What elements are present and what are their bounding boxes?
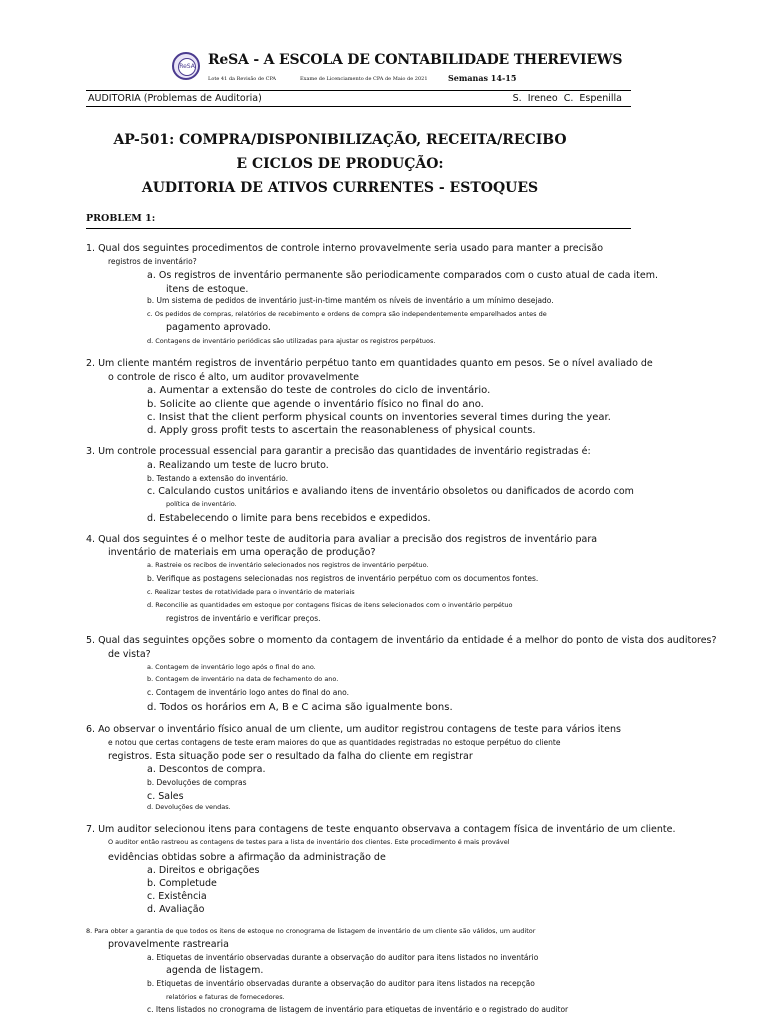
question-7: 7. Um auditor selecionou itens para contagens de teste enquanto observava a contagem física de inventário de um cliente. <box>86 824 676 835</box>
q7-option-c: c. Existência <box>147 891 207 902</box>
weeks-label: Semanas 14-15 <box>448 73 517 83</box>
q4-option-d: d. Reconcilie as quantidades em estoque por contagens físicas de itens selecionados com o inventário perpétuo <box>147 601 513 609</box>
q7-option-b: b. Completude <box>147 878 217 889</box>
q3-option-a: a. Realizando um teste de lucro bruto. <box>147 460 329 471</box>
question-7-cont-2: evidências obtidas sobre a afirmação da administração de <box>108 852 386 863</box>
question-3: 3. Um controle processual essencial para garantir a precisão das quantidades de inventário registradas é: <box>86 446 591 457</box>
q1-option-c: c. Os pedidos de compras, relatórios de recebimento e ordens de compra são independentemente emparelhados antes de <box>147 310 547 318</box>
q8-option-b-cont: relatórios e faturas de fornecedores. <box>166 993 285 1001</box>
problem-label: PROBLEM 1: <box>86 213 156 224</box>
title-line-1: AP-501: COMPRA/DISPONIBILIZAÇÃO, RECEITA/RECIBO <box>113 132 567 148</box>
q6-option-c: c. Sales <box>147 791 184 802</box>
question-8-cont: provavelmente rastrearia <box>108 939 229 950</box>
question-7-cont-1: O auditor então rastreou as contagens de testes para a lista de inventário dos clientes. Este procedimento é mais provável <box>108 838 510 846</box>
question-1: 1. Qual dos seguintes procedimentos de controle interno provavelmente seria usado para manter a precisão <box>86 243 604 254</box>
q3-option-c-cont: política de inventário. <box>166 500 237 508</box>
q4-option-a: a. Rastreie os recibos de inventário selecionados nos registros de inventário perpétuo. <box>147 561 429 569</box>
subject-label: AUDITORIA (Problemas de Auditoria) <box>88 93 262 104</box>
header-rule-bottom <box>86 106 631 107</box>
exam-label: Exame de Licenciamento de CPA de Maio de 2021 <box>300 76 428 82</box>
question-4: 4. Qual dos seguintes é o melhor teste de auditoria para avaliar a precisão dos registros de inventário para <box>86 534 598 545</box>
question-8: 8. Para obter a garantia de que todos os itens de estoque no cronograma de listagem de inventário de um cliente são válidos, um auditor <box>86 927 536 935</box>
q3-option-b: b. Testando a extensão do inventário. <box>147 474 288 483</box>
q8-option-c: c. Itens listados no cronograma de listagem de inventário para etiquetas de inventário e o registrado do auditor <box>147 1005 569 1014</box>
q6-option-b: b. Devoluções de compras <box>147 778 247 787</box>
q2-option-d: d. Apply gross profit tests to ascertain the reasonableness of physical counts. <box>147 425 536 436</box>
logo-text: ReSA <box>178 58 196 76</box>
problem-rule <box>86 228 631 229</box>
school-name: ReSA - A ESCOLA DE CONTABILIDADE THEREVIEWS <box>208 52 623 68</box>
question-5: 5. Qual das seguintes opções sobre o momento da contagem de inventário da entidade é a melhor do ponto de vista dos auditores? <box>86 635 717 646</box>
q6-option-d: d. Devoluções de vendas. <box>147 803 231 811</box>
q3-option-c: c. Calculando custos unitários e avaliando itens de inventário obsoletos ou danificados de acordo com <box>147 486 634 497</box>
q2-option-c: c. Insist that the client perform physical counts on inventories several times during the year. <box>147 412 611 423</box>
question-2-cont: o controle de risco é alto, um auditor provavelmente <box>108 372 360 383</box>
q4-option-b: b. Verifique as postagens selecionadas nos registros de inventário perpétuo com os documentos fontes. <box>147 574 539 583</box>
question-5-cont: de vista? <box>108 649 151 660</box>
authors-label: S. Ireneo C. Espenilla <box>512 93 622 104</box>
school-logo <box>172 52 200 80</box>
question-2: 2. Um cliente mantém registros de inventário perpétuo tanto em quantidades quanto em pesos. Se o nível avaliado de <box>86 358 653 369</box>
question-6: 6. Ao observar o inventário físico anual de um cliente, um auditor registrou contagens de teste para vários itens <box>86 724 621 735</box>
q1-option-a-cont: itens de estoque. <box>166 284 249 295</box>
q1-option-b: b. Um sistema de pedidos de inventário just-in-time mantém os níveis de inventário a um mínimo desejado. <box>147 296 554 305</box>
q4-option-c: c. Realizar testes de rotatividade para o inventário de materiais <box>147 588 355 596</box>
q3-option-d: d. Estabelecendo o limite para bens recebidos e expedidos. <box>147 513 431 524</box>
q1-option-d: d. Contagens de inventário periódicas são utilizadas para ajustar os registros perpétuos. <box>147 337 436 345</box>
q4-option-d-cont: registros de inventário e verificar preços. <box>166 614 321 623</box>
header-rule-top <box>86 90 631 91</box>
q6-option-a: a. Descontos de compra. <box>147 764 266 775</box>
question-6-cont-2: registros. Esta situação pode ser o resultado da falha do cliente em registrar <box>108 751 473 762</box>
q7-option-d: d. Avaliação <box>147 904 205 915</box>
q5-option-d: d. Todos os horários em A, B e C acima são igualmente bons. <box>147 702 453 713</box>
q2-option-b: b. Solicite ao cliente que agende o inventário físico no final do ano. <box>147 399 484 410</box>
q2-option-a: a. Aumentar a extensão do teste de controles do ciclo de inventário. <box>147 385 491 396</box>
q7-option-a: a. Direitos e obrigações <box>147 865 260 876</box>
title-line-2: E CICLOS DE PRODUÇÃO: <box>236 156 444 172</box>
q1-option-c-cont: pagamento aprovado. <box>166 322 271 333</box>
q8-option-a-cont: agenda de listagem. <box>166 965 264 976</box>
q8-option-b: b. Etiquetas de inventário observadas durante a observação do auditor para itens listados na recepção <box>147 979 535 988</box>
question-4-cont: inventário de materiais em uma operação de produção? <box>108 547 376 558</box>
batch-label: Lote 41 da Revisão de CPA <box>208 76 276 82</box>
question-6-cont-1: e notou que certas contagens de teste eram maiores do que as quantidades registradas no estoque perpétuo do cliente <box>108 738 561 747</box>
question-1-cont: registros de inventário? <box>108 257 197 266</box>
q5-option-c: c. Contagem de inventário logo antes do final do ano. <box>147 688 349 697</box>
title-line-3: AUDITORIA DE ATIVOS CURRENTES - ESTOQUES <box>141 180 539 196</box>
q1-option-a: a. Os registros de inventário permanente são periodicamente comparados com o custo atual de cada item. <box>147 270 658 281</box>
q5-option-b: b. Contagem de inventário na data de fechamento do ano. <box>147 675 339 683</box>
q8-option-a: a. Etiquetas de inventário observadas durante a observação do auditor para itens listados no inventário <box>147 953 539 962</box>
q5-option-a: a. Contagem de inventário logo após o final do ano. <box>147 663 316 671</box>
